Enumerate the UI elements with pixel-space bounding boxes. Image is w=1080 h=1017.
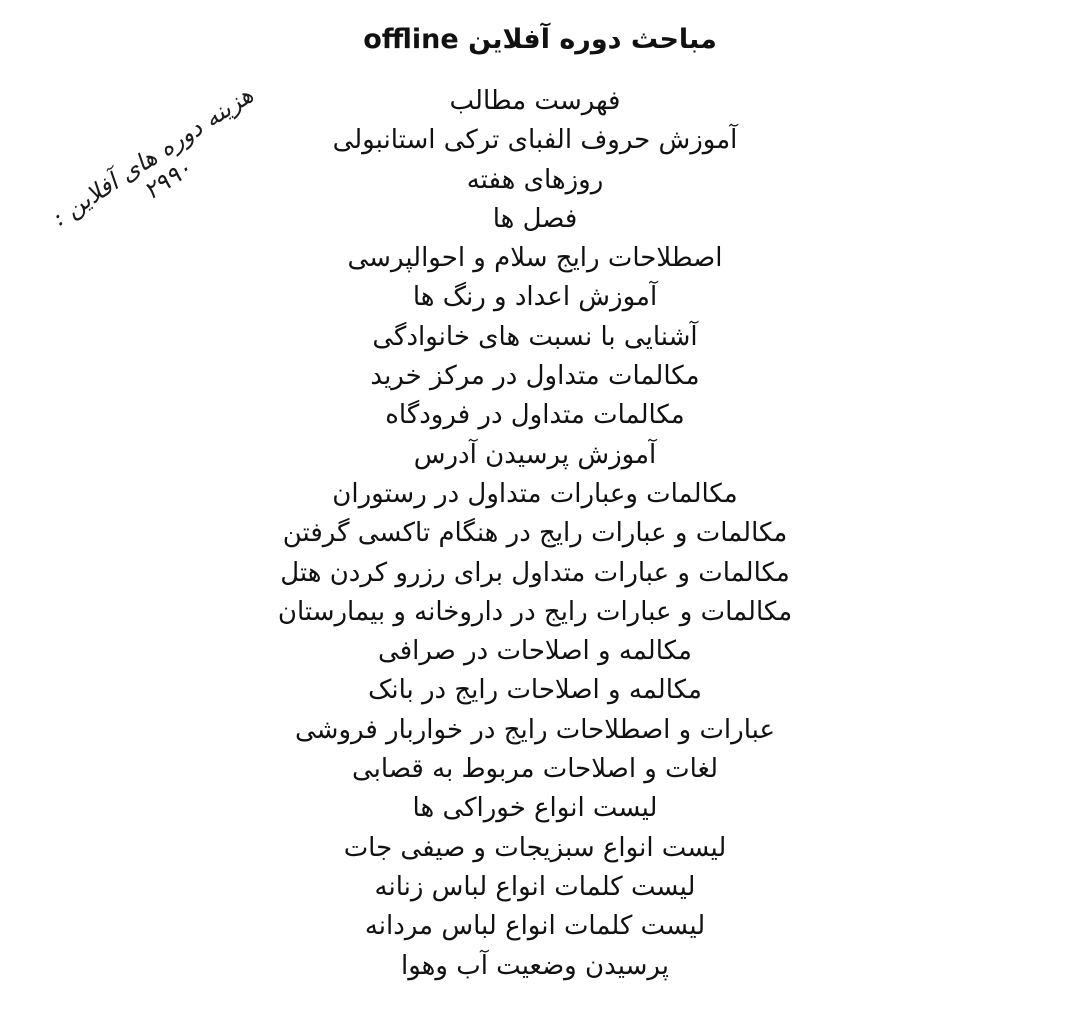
toc-item: مکالمات وعبارات متداول در رستوران [332,478,738,509]
handwritten-price-note: هزینه دوره های آفلاین : ۲۹۹۰ [46,80,259,232]
toc-item: آموزش حروف الفبای ترکی استانبولی [332,125,738,156]
toc-item: مکالمات متداول در مرکز خرید [370,361,700,392]
toc-item: مکالمات و عبارات متداول برای رزرو کردن هتل [280,557,790,588]
toc-item: مکالمه و اصلاحات در صرافی [378,636,692,667]
toc-item: پرسیدن وضعیت آب وهوا [401,950,669,981]
toc-item: لیست کلمات انواع لباس مردانه [364,911,706,942]
toc-item: آموزش پرسیدن آدرس [413,439,657,470]
table-of-contents [0,82,1080,986]
toc-item: لغات و اصلاحات مربوط به قصابی [352,754,718,785]
toc-item: لیست انواع خوراکی ها [412,793,658,824]
toc-item: مکالمه و اصلاحات رایج در بانک [368,675,702,706]
toc-item: آموزش اعداد و رنگ ها [412,282,658,313]
toc-item: لیست انواع سبزیجات و صیفی جات [343,832,727,863]
toc-item: اصطلاحات رایج سلام و احوالپرسی [347,243,723,274]
toc-item: مکالمات و عبارات رایج در هنگام تاکسی گرفتن [282,518,788,549]
toc-item: لیست کلمات انواع لباس زنانه [374,871,696,902]
toc-item: عبارات و اصطلاحات رایج در خواربار فروشی [294,714,775,745]
toc-item: روزهای هفته [466,164,604,195]
toc-item: فصل ها [492,203,578,234]
toc-item: فهرست مطالب [449,86,621,116]
toc-item: آشنایی با نسبت های خانوادگی [372,321,698,352]
toc-item: مکالمات و عبارات رایج در داروخانه و بیمارستان [277,596,793,627]
toc-item: مکالمات متداول در فرودگاه [385,400,685,431]
document-title: مباحث دوره آفلاین offline [363,24,717,55]
